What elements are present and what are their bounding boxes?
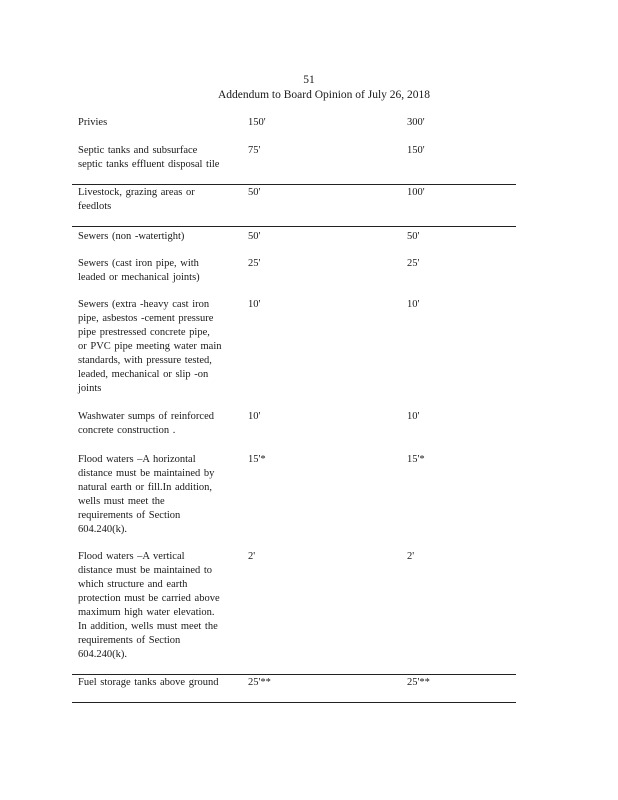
page-number: 51 [303,74,315,86]
row-distance-b: 2' [407,551,415,562]
row-distance-b: 300' [407,117,425,128]
row-distance-b: 25' [407,258,420,269]
row-description: Washwater sumps of reinforced concrete construction . [78,411,214,436]
row-description: Flood waters –A horizontal distance must be maintained by natural earth or fill.In addition, wells must meet the requirements of Section 604.240(k). [78,454,215,535]
row-distance-b: 10' [407,411,420,422]
row-description: Flood waters –A vertical distance must be maintained to which structure and earth protection must be carried above maximum high water elevation. In addition, wells must meet the requirements of Section 604.240(k). [78,551,220,660]
row-distance-a: 75' [248,145,261,156]
row-distance-a: 25' [248,258,261,269]
row-description: Septic tanks and subsurface septic tanks effluent disposal tile [78,145,220,170]
row-divider [72,674,516,675]
row-description: Sewers (cast iron pipe, with leaded or mechanical joints) [78,258,200,283]
row-distance-a: 10' [248,411,261,422]
page-header: Addendum to Board Opinion of July 26, 2018 [217,89,431,101]
table-bottom-border [72,702,516,703]
row-distance-b: 25'** [407,677,430,688]
row-description: Sewers (non -watertight) [78,231,185,242]
row-distance-b: 10' [407,299,420,310]
row-distance-a: 2' [248,551,256,562]
row-description: Sewers (extra -heavy cast iron pipe, asbestos -cement pressure pipe prestressed concrete pipe, or PVC pipe meeting water main standards, with pressure tested, leaded, mechanical or slip -on joints [78,299,222,394]
row-divider [72,226,516,227]
row-description: Fuel storage tanks above ground [78,677,219,688]
row-distance-b: 150' [407,145,425,156]
row-distance-a: 15'* [248,454,266,465]
row-description: Livestock, grazing areas or feedlots [78,187,195,212]
row-description: Privies [78,117,108,128]
row-distance-a: 10' [248,299,261,310]
row-distance-a: 50' [248,187,261,198]
row-divider [72,184,516,185]
row-distance-b: 100' [407,187,425,198]
row-distance-b: 15'* [407,454,425,465]
row-distance-a: 50' [248,231,261,242]
row-distance-a: 150' [248,117,266,128]
row-distance-a: 25'** [248,677,271,688]
row-distance-b: 50' [407,231,420,242]
